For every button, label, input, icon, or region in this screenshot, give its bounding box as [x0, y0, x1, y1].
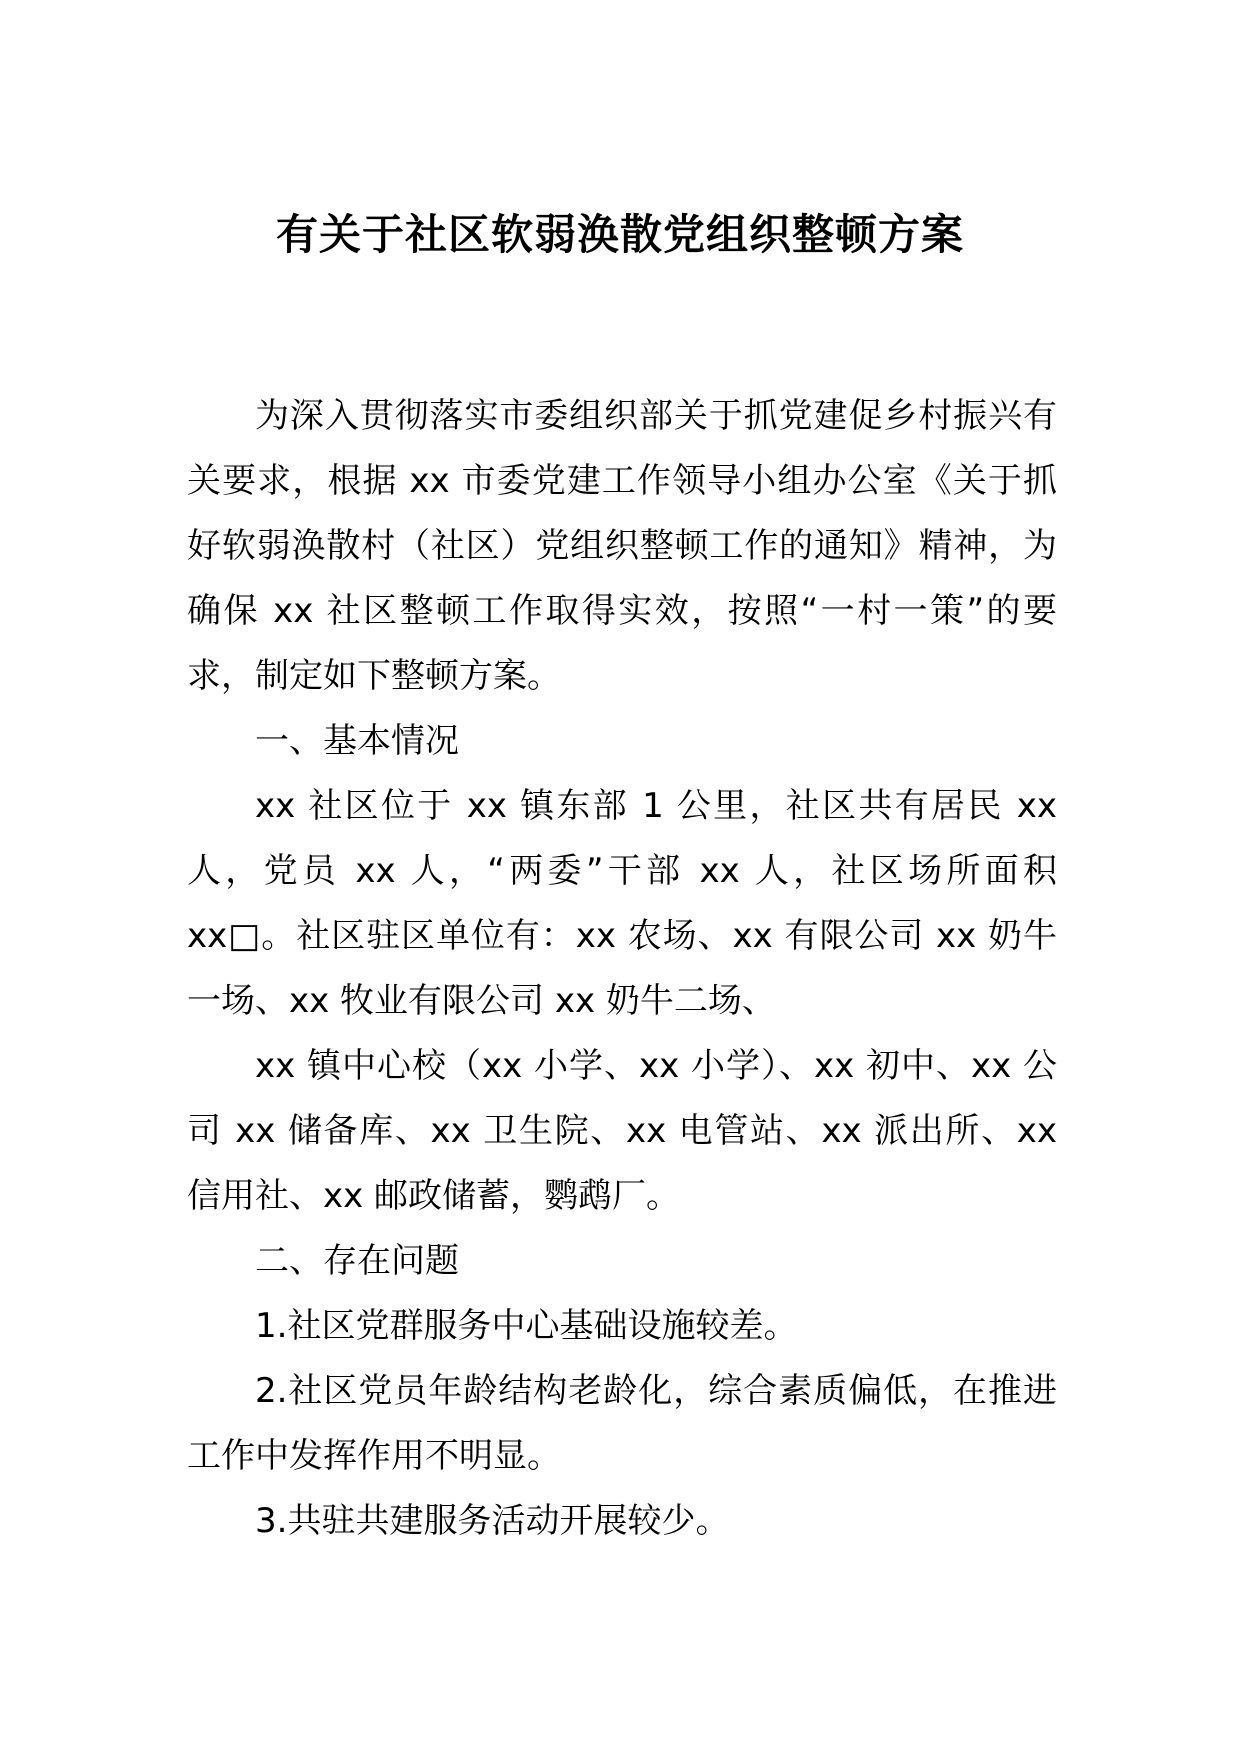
section-heading-basic-situation: 一、基本情况	[255, 721, 459, 761]
problem-item-2: 2.社区党员年龄结构老龄化，综合素质偏低，在推进工作中发挥作用不明显。	[187, 1371, 1057, 1476]
paragraph-resident-units: xx 镇中心校（xx 小学、xx 小学）、xx 初中、xx 公司 xx 储备库、xx 卫生院、xx 电管站、xx 派出所、xx 信用社、xx 邮政储蓄，鹦鹉厂。	[187, 1046, 1057, 1216]
section-heading-existing-problems: 二、存在问题	[255, 1241, 459, 1281]
document-body	[187, 384, 1057, 1554]
problem-item-3: 3.共驻共建服务活动开展较少。	[255, 1501, 730, 1541]
problem-item-1: 1.社区党群服务中心基础设施较差。	[255, 1306, 798, 1346]
document-title: 有关于社区软弱涣散党组织整顿方案	[275, 210, 964, 259]
paragraph-intro: 为深入贯彻落实市委组织部关于抓党建促乡村振兴有关要求，根据 xx 市委党建工作领导小组办公室《关于抓好软弱涣散村（社区）党组织整顿工作的通知》精神，为确保 xx 社区整顿工作取得实效，按照“一村一策”的要求，制定如下整顿方案。	[187, 396, 1057, 696]
paragraph-community-overview: xx 社区位于 xx 镇东部 1 公里，社区共有居民 xx 人，党员 xx 人，“两委”干部 xx 人，社区场所面积 xx□。社区驻区单位有：xx 农场、xx 有限公司 xx 奶牛一场、xx 牧业有限公司 xx 奶牛二场、	[187, 786, 1057, 1021]
